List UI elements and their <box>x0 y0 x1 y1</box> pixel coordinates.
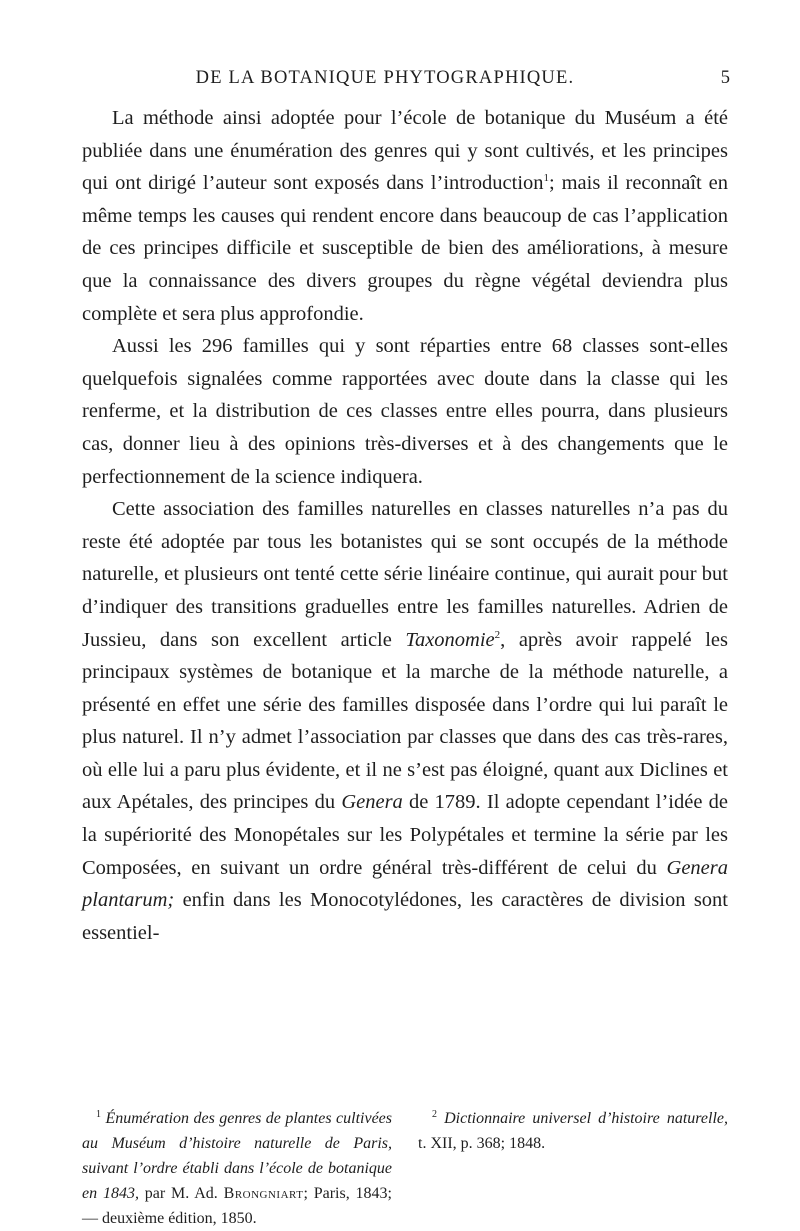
title-genera-plantarum: Genera plantarum; <box>82 856 728 912</box>
footnote-1-text-a: par M. Ad. <box>138 1185 224 1202</box>
footnote-2-title: Dictionnaire universel d’histoire naturelle, <box>444 1110 728 1127</box>
title-genera: Genera <box>341 791 403 814</box>
footnote-1-text-b: ; Paris, 1843; — deuxième édition, 1850. <box>82 1185 393 1227</box>
paragraph-3-text-c: de 1789. Il adopte cependant l’idée de la supériorité des Monopétales sur les Polypétales et termine la série par les Composées, en suivant un ordre général très-différent de celui du <box>82 791 728 879</box>
body-text <box>82 102 728 949</box>
paragraph-1-text-b: ; mais il reconnaît en même temps les causes qui rendent encore dans beaucoup de cas l’application de ces principes difficile et susceptible de bien des améliorations, à mesure que la connaissance des divers groupes du règne végétal deviendra plus complète et sera plus approfondie. <box>82 172 728 325</box>
footnote-ref-1: 1 <box>543 172 550 185</box>
paragraph-3 <box>82 493 728 949</box>
page-number: 5 <box>720 68 730 88</box>
page-header <box>80 68 730 96</box>
paragraph-2: Aussi les 296 familles qui y sont réparties entre 68 classes sont-elles quelquefois signalées comme rapportées avec doute dans la classe qui les renferme, et la distribution de ces classes entre elles pourra, dans plusieurs cas, donner lieu à des opinions très-diverses et à des changements que le perfectionnement de la science indiquera. <box>82 335 728 488</box>
footnote-2 <box>418 1106 728 1156</box>
paragraph-3-text-d: enfin dans les Monocotylédones, les caractères de division sont essentiel- <box>82 889 728 944</box>
footnotes-left-column <box>82 1106 392 1231</box>
paragraph-3-text-b: , après avoir rappelé les principaux systèmes de botanique et la marche de la méthode naturelle, a présenté en effet une série des familles disposée dans l’ordre qui lui paraît le plus naturel. Il n’y admet l’association par classes que dans des cas très-rares, où elle lui a paru plus évidente, et il ne s’est pas éloigné, quant aux Diclines et aux Apétales, des principes du <box>82 628 728 814</box>
footnote-1-mark: 1 <box>96 1109 101 1120</box>
footnotes <box>82 1106 728 1231</box>
footnote-1-title: Énumération des genres de plantes cultivées au Muséum d’histoire naturelle de Paris, suivant l’ordre établi dans l’école de botanique en 1843, <box>82 1110 392 1202</box>
title-taxonomie: Taxonomie <box>405 628 495 651</box>
paragraph-1 <box>82 102 728 330</box>
footnote-1-author: Brongniart <box>223 1185 304 1202</box>
footnote-2-mark: 2 <box>432 1109 437 1120</box>
footnote-2-text: t. XII, p. 368; 1848. <box>418 1135 546 1152</box>
running-head: DE LA BOTANIQUE PHYTOGRAPHIQUE. <box>195 68 575 88</box>
footnote-ref-2: 2 <box>494 628 501 641</box>
paragraph-1-text-a: La méthode ainsi adoptée pour l’école de botanique du Muséum a été publiée dans une énumération des genres qui y sont cultivés, et les principes qui ont dirigé l’auteur sont exposés dans l’introduction <box>82 107 728 195</box>
footnotes-right-column <box>418 1106 728 1231</box>
footnote-1 <box>82 1106 392 1231</box>
paragraph-3-text-a: Cette association des familles naturelles en classes naturelles n’a pas du reste été adoptée par tous les botanistes qui se sont occupés de la méthode naturelle, et plusieurs ont tenté cette série linéaire continue, qui aurait pour but d’indiquer des transitions graduelles entre les familles naturelles. Adrien de Jussieu, dans son excellent article <box>82 498 728 651</box>
